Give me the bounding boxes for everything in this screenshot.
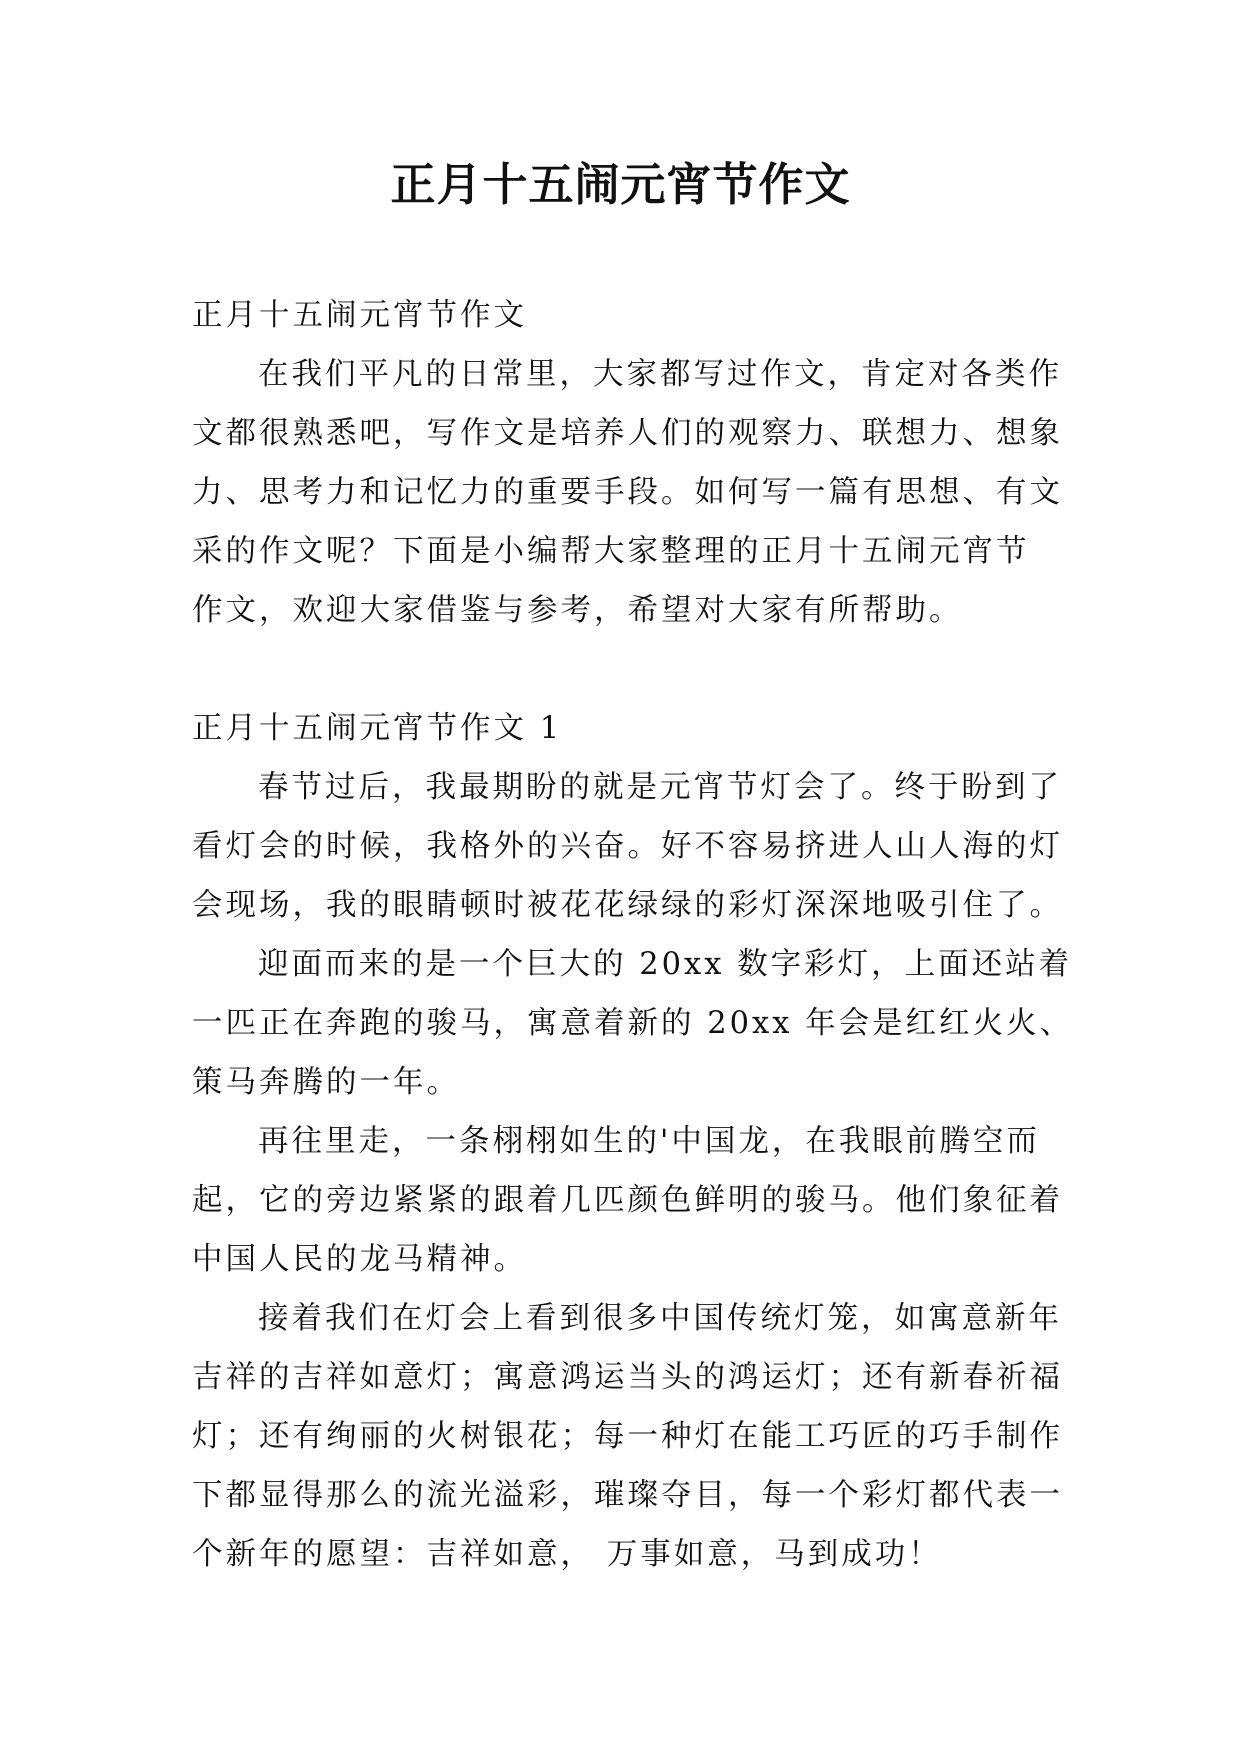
paragraph-line: 吉祥的吉祥如意灯；寓意鸿运当头的鸿运灯；还有新春祈福: [192, 1360, 1063, 1395]
intro-line: 在我们平凡的日常里，大家都写过作文，肯定对各类作: [258, 357, 1062, 392]
intro-line: 力、思考力和记忆力的重要手段。如何写一篇有思想、有文: [192, 475, 1063, 510]
essay-paragraph: [192, 935, 1072, 1112]
intro-line: 采的作文呢？下面是小编帮大家整理的正月十五闹元宵节: [192, 534, 1030, 569]
essay-paragraph: [192, 1112, 1072, 1289]
document-title: 正月十五闹元宵节作文: [390, 158, 851, 211]
paragraph-line: 再往里走，一条栩栩如生的'中国龙，在我眼前腾空而: [258, 1124, 1040, 1159]
paragraph-line: 起，它的旁边紧紧的跟着几匹颜色鲜明的骏马。他们象征着: [192, 1183, 1063, 1218]
intro-heading: 正月十五闹元宵节作文: [192, 298, 527, 333]
paragraph-line: 春节过后，我最期盼的就是元宵节灯会了。终于盼到了: [258, 770, 1062, 805]
paragraph-line: 中国人民的龙马精神。: [192, 1242, 527, 1277]
essay-paragraph: [192, 1289, 1072, 1584]
intro-line: 文都很熟悉吧，写作文是培养人们的观察力、联想力、想象: [192, 416, 1063, 451]
paragraph-line: 下都显得那么的流光溢彩，璀璨夺目，每一个彩灯都代表一: [192, 1478, 1063, 1513]
document-body: [192, 286, 1072, 1584]
intro-line: 作文，欢迎大家借鉴与参考，希望对大家有所帮助。: [192, 593, 963, 628]
paragraph-line: 接着我们在灯会上看到很多中国传统灯笼，如寓意新年: [258, 1301, 1062, 1336]
paragraph-line: 策马奔腾的一年。: [192, 1065, 460, 1100]
essay-heading: 正月十五闹元宵节作文 1: [192, 711, 563, 746]
section-spacer: [192, 640, 1072, 699]
paragraph-line: 一匹正在奔跑的骏马，寓意着新的 20xx 年会是红红火火、: [192, 1006, 1074, 1041]
paragraph-line: 个新年的愿望：吉祥如意， 万事如意，马到成功！: [192, 1537, 942, 1572]
essay-paragraph: [192, 758, 1072, 935]
intro-paragraph: [192, 345, 1072, 640]
paragraph-line: 迎面而来的是一个巨大的 20xx 数字彩灯，上面还站着: [258, 947, 1073, 982]
paragraph-line: 看灯会的时候，我格外的兴奋。好不容易挤进人山人海的灯: [192, 829, 1063, 864]
paragraph-line: 灯；还有绚丽的火树银花；每一种灯在能工巧匠的巧手制作: [192, 1419, 1063, 1454]
paragraph-line: 会现场，我的眼睛顿时被花花绿绿的彩灯深深地吸引住了。: [192, 888, 1063, 923]
